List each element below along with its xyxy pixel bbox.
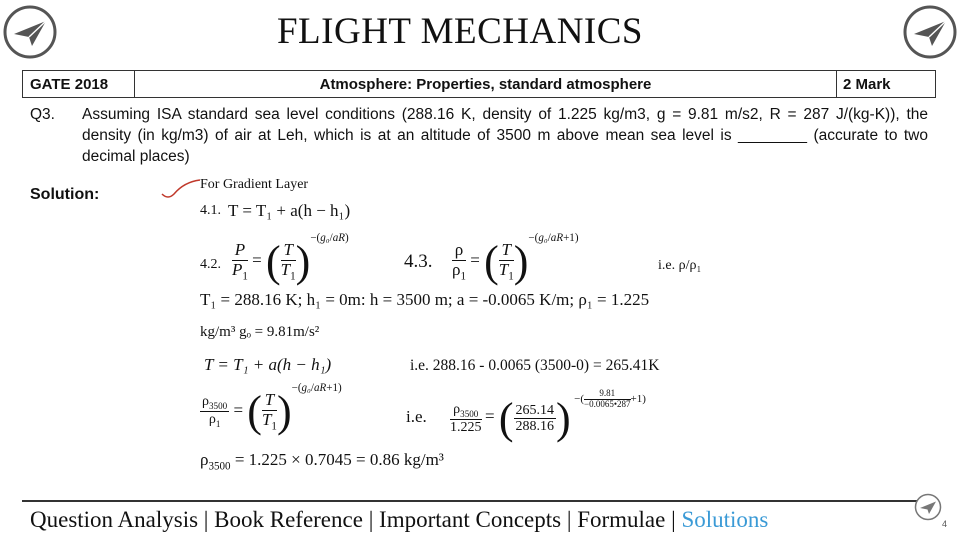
footer-important-concepts[interactable]: Important Concepts: [379, 507, 562, 532]
exponent-denominator: −0.0065•287: [584, 399, 631, 410]
density-ratio-formula: $\frac{\rho_{3500}}{\rho_1}$ = ( $\frac{T}{T_1}$ )$^{-(g_0/aR+1)}$: [202, 381, 342, 436]
exponent-numerator: 9.81: [584, 389, 630, 400]
question-text: Assuming ISA standard sea level conditions (288.16 K, density of 1.225 kg/m3, g = 9.81 m/s2, R = 287 J/(kg-K)), the density (in kg/m3) of air at Leh, which is at an altitude of 3500 m above mean sea level is ________ (accurate to two decimal places): [82, 106, 928, 165]
calc-temperature: T = T₁ + a(h − h₁): [204, 355, 332, 374]
footer-nav: Question Analysis | Book Reference | Important Concepts | Formulae | Solutions: [30, 507, 769, 532]
ratio-denominator: 288.16: [515, 419, 554, 434]
page-number: 4: [942, 519, 948, 529]
eq2-formula: $\frac{P}{P_1}$ = ( $\frac{T}{T_1}$ )$^{-(g_0/aR)}$: [232, 231, 349, 286]
solution-label: Solution:: [30, 186, 100, 203]
eq1: T = T₁ + a(h − h₁): [228, 201, 351, 220]
final-answer-value: = 1.225 × 0.7045 = 0.86 kg/m³: [234, 450, 444, 469]
ratio-numerator: 265.14: [515, 402, 554, 418]
given-values: T₁ = 288.16 K; h₁ = 0m: h = 3500 m; a = -0.0065 K/m; ρ₁ = 1.225: [200, 290, 650, 309]
page-title: FLIGHT MECHANICS: [276, 11, 644, 52]
marks-label: 2 Mark: [843, 75, 891, 93]
eq2-label: 4.2.: [200, 257, 221, 272]
paper-plane-logo-icon: [914, 493, 942, 521]
footer-question-analysis[interactable]: Question Analysis: [30, 507, 199, 532]
footer-solutions[interactable]: Solutions: [681, 507, 769, 532]
question-number: Q3.: [30, 106, 55, 123]
eq3-note: i.e. ρ/ρ₁: [658, 258, 702, 273]
footer-book-reference[interactable]: Book Reference: [214, 507, 363, 532]
handwritten-note: For Gradient Layer: [200, 177, 309, 192]
density-ratio-numeric: $\frac{\rho_{3500}}{1.225}$ = ( $\frac{265.14}{288.16}$ ) $^{-( \frac{9.81}{-0.0065•287} +1)}$: [450, 388, 646, 443]
final-answer: $\rho_{3500} = 1.225 \times 0.7045 = 0.86$ kg/m³: [200, 450, 444, 473]
eq1-label: 4.1.: [200, 203, 221, 218]
eq3-formula: $\frac{\rho}{\rho_1}$ = ( $\frac{T}{T_1}$ )$^{-(g_0/aR+1)}$: [452, 231, 579, 286]
topic-label: Atmosphere: Properties, standard atmosphere: [135, 71, 837, 97]
question-header-bar: [22, 70, 936, 98]
footer-divider: [22, 500, 937, 502]
given-values-2: kg/m³ gₒ = 9.81m/s²: [200, 324, 320, 340]
ratio-ie: i.e.: [406, 407, 427, 426]
eq3-label: 4.3.: [404, 251, 433, 272]
calc-temperature-result: i.e. 288.16 - 0.0065 (3500-0) = 265.41K: [410, 357, 660, 374]
footer-formulae[interactable]: Formulae: [577, 507, 666, 532]
exam-label: GATE 2018: [23, 71, 135, 97]
